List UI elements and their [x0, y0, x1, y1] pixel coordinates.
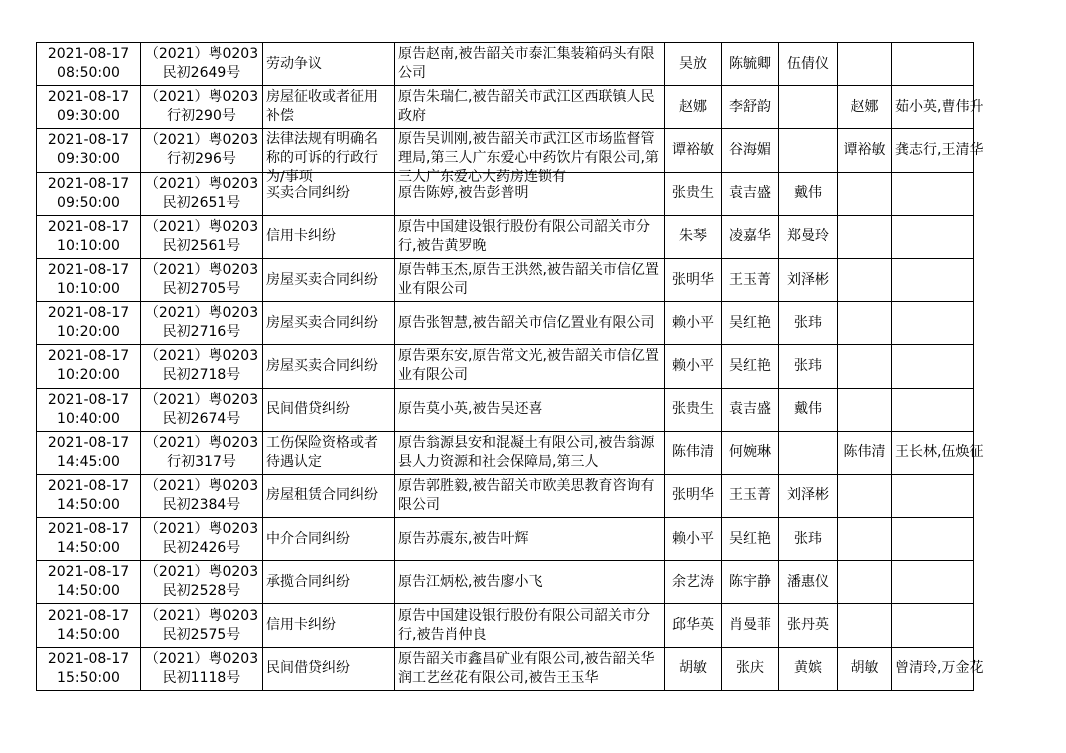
member1-cell: 何婉琳	[722, 431, 779, 474]
jurors-cell	[892, 172, 974, 215]
member2-cell: 刘泽彬	[779, 258, 838, 301]
presiding-cell	[838, 172, 892, 215]
jurors-cell	[892, 215, 974, 258]
parties-cell	[395, 474, 665, 517]
case-cause: 房屋征收或者征用补偿	[266, 89, 378, 125]
member1-cell: 李舒韵	[722, 86, 779, 129]
hearing-datetime-cell	[37, 258, 141, 301]
table-row	[37, 302, 974, 345]
hearing-date: 2021-08-17	[47, 477, 130, 494]
case-number-cell	[141, 172, 263, 215]
case-cause-cell	[263, 258, 395, 301]
table-row	[37, 258, 974, 301]
hearing-date: 2021-08-17	[47, 564, 130, 581]
hearing-time: 09:50:00	[57, 194, 120, 211]
case-year: （2021）粤0203	[144, 218, 259, 235]
presiding-cell: 赵娜	[838, 86, 892, 129]
hearing-time: 15:50:00	[57, 669, 120, 686]
table-row	[37, 129, 974, 172]
case-number-cell	[141, 43, 263, 86]
case-cause-cell	[263, 647, 395, 690]
hearing-date: 2021-08-17	[47, 607, 130, 624]
parties: 原告翁源县安和混凝土有限公司,被告翁源县人力资源和社会保障局,第三人	[398, 434, 655, 470]
case-number-cell	[141, 345, 263, 388]
member2-cell: 刘泽彬	[779, 474, 838, 517]
hearing-date: 2021-08-17	[47, 89, 130, 106]
parties: 原告栗东安,原告常文光,被告韶关市信亿置业有限公司	[398, 348, 659, 384]
case-number-cell	[141, 129, 263, 172]
judge-cell: 胡敏	[665, 647, 722, 690]
case-number-cell	[141, 518, 263, 561]
presiding-cell	[838, 302, 892, 345]
hearing-date: 2021-08-17	[47, 305, 130, 322]
case-no: 民初2384号	[162, 496, 241, 513]
jurors-cell	[892, 43, 974, 86]
case-no: 民初2716号	[162, 324, 241, 341]
member2-cell: 戴伟	[779, 172, 838, 215]
member1-cell: 肖曼菲	[722, 604, 779, 647]
presiding-cell	[838, 474, 892, 517]
case-number-cell	[141, 258, 263, 301]
presiding-cell	[838, 561, 892, 604]
table-row	[37, 561, 974, 604]
hearing-time: 09:30:00	[57, 108, 120, 125]
parties: 原告韩玉杰,原告王洪然,被告韶关市信亿置业有限公司	[398, 262, 659, 298]
member2-cell: 郑曼玲	[779, 215, 838, 258]
case-year: （2021）粤0203	[144, 564, 259, 581]
hearing-date: 2021-08-17	[47, 434, 130, 451]
case-year: （2021）粤0203	[144, 434, 259, 451]
hearing-datetime-cell	[37, 129, 141, 172]
hearing-datetime-cell	[37, 474, 141, 517]
parties: 原告中国建设银行股份有限公司韶关市分行,被告黄罗晚	[398, 218, 650, 254]
case-cause-cell	[263, 474, 395, 517]
member2-cell	[779, 431, 838, 474]
case-cause-cell	[263, 215, 395, 258]
jurors-cell	[892, 604, 974, 647]
judge-cell: 吴放	[665, 43, 722, 86]
hearing-datetime-cell	[37, 345, 141, 388]
hearing-date: 2021-08-17	[47, 46, 130, 63]
hearing-datetime-cell	[37, 431, 141, 474]
case-cause: 工伤保险资格或者待遇认定	[266, 434, 378, 470]
member2-cell: 张玮	[779, 345, 838, 388]
parties-cell	[395, 561, 665, 604]
case-year: （2021）粤0203	[144, 89, 259, 106]
case-cause: 信用卡纠纷	[266, 617, 336, 634]
member1-cell: 王玉菁	[722, 258, 779, 301]
case-cause: 买卖合同纠纷	[266, 185, 350, 202]
case-no: 民初2649号	[162, 65, 241, 82]
jurors-cell	[892, 258, 974, 301]
case-no: 民初2528号	[162, 583, 241, 600]
hearing-time: 14:50:00	[57, 496, 120, 513]
member2-cell	[779, 129, 838, 172]
parties-cell	[395, 258, 665, 301]
hearing-datetime-cell	[37, 43, 141, 86]
table-row	[37, 604, 974, 647]
parties-cell	[395, 345, 665, 388]
case-no: 行初317号	[167, 453, 236, 470]
judge-cell: 张贵生	[665, 172, 722, 215]
table-row	[37, 345, 974, 388]
parties: 原告朱瑞仁,被告韶关市武江区西联镇人民政府	[398, 89, 655, 125]
hearing-time: 14:50:00	[57, 583, 120, 600]
judge-cell: 余艺涛	[665, 561, 722, 604]
case-year: （2021）粤0203	[144, 348, 259, 365]
case-year: （2021）粤0203	[144, 607, 259, 624]
case-cause: 民间借贷纠纷	[266, 660, 350, 677]
table-body	[37, 43, 984, 691]
case-number-cell	[141, 604, 263, 647]
jurors-cell	[892, 302, 974, 345]
case-number-cell	[141, 86, 263, 129]
hearing-datetime-cell	[37, 172, 141, 215]
case-year: （2021）粤0203	[144, 391, 259, 408]
parties: 原告张智慧,被告韶关市信亿置业有限公司	[398, 314, 655, 331]
presiding-cell	[838, 604, 892, 647]
parties: 原告中国建设银行股份有限公司韶关市分行,被告肖仲良	[398, 607, 650, 643]
case-no: 行初296号	[167, 151, 236, 168]
hearing-datetime-cell	[37, 86, 141, 129]
parties-cell	[395, 302, 665, 345]
hearing-schedule-table	[36, 42, 984, 691]
hearing-datetime-cell	[37, 302, 141, 345]
table-row	[37, 43, 974, 86]
hearing-date: 2021-08-17	[47, 521, 130, 538]
member1-cell: 陈毓卿	[722, 43, 779, 86]
parties: 原告赵南,被告韶关市泰汇集装箱码头有限公司	[398, 46, 655, 82]
hearing-date: 2021-08-17	[47, 348, 130, 365]
case-no: 民初2651号	[162, 194, 241, 211]
hearing-datetime-cell	[37, 561, 141, 604]
case-cause-cell	[263, 43, 395, 86]
judge-cell: 朱琴	[665, 215, 722, 258]
jurors-cell	[892, 561, 974, 604]
case-number-cell	[141, 647, 263, 690]
hearing-datetime-cell	[37, 518, 141, 561]
case-number-cell	[141, 431, 263, 474]
case-cause-cell	[263, 604, 395, 647]
member1-cell: 张庆	[722, 647, 779, 690]
hearing-date: 2021-08-17	[47, 218, 130, 235]
case-cause-cell	[263, 345, 395, 388]
hearing-time: 10:20:00	[57, 324, 120, 341]
presiding-cell	[838, 43, 892, 86]
parties: 原告苏震东,被告叶辉	[398, 530, 529, 547]
presiding-cell	[838, 345, 892, 388]
jurors-cell: 茹小英,曹伟升	[892, 86, 974, 129]
case-year: （2021）粤0203	[144, 305, 259, 322]
case-number-cell	[141, 215, 263, 258]
member2-cell: 张玮	[779, 518, 838, 561]
member2-cell	[779, 86, 838, 129]
judge-cell: 张明华	[665, 474, 722, 517]
parties-cell	[395, 388, 665, 431]
hearing-date: 2021-08-17	[47, 175, 130, 192]
member2-cell: 黄嫔	[779, 647, 838, 690]
table-row	[37, 86, 974, 129]
case-cause-cell	[263, 86, 395, 129]
table-row	[37, 215, 974, 258]
case-cause-cell	[263, 561, 395, 604]
member2-cell: 潘惠仪	[779, 561, 838, 604]
case-year: （2021）粤0203	[144, 262, 259, 279]
presiding-cell: 谭裕敏	[838, 129, 892, 172]
hearing-datetime-cell	[37, 388, 141, 431]
case-no: 民初2426号	[162, 540, 241, 557]
parties: 原告吴训刚,被告韶关市武江区市场监督管理局,第三人广东爱心中药饮片有限公司,第三人广东爱心大药房连锁有	[398, 131, 659, 186]
presiding-cell: 胡敏	[838, 647, 892, 690]
hearing-time: 14:45:00	[57, 453, 120, 470]
member1-cell: 谷海媚	[722, 129, 779, 172]
table-row	[37, 474, 974, 517]
case-cause: 房屋买卖合同纠纷	[266, 357, 378, 374]
jurors-cell	[892, 388, 974, 431]
presiding-cell	[838, 388, 892, 431]
hearing-time: 10:10:00	[57, 237, 120, 254]
case-number-cell	[141, 388, 263, 431]
parties: 原告郭胜毅,被告韶关市欧美思教育咨询有限公司	[398, 477, 655, 513]
member2-cell: 伍倩仪	[779, 43, 838, 86]
member1-cell: 袁吉盛	[722, 172, 779, 215]
case-cause-cell	[263, 518, 395, 561]
case-cause-cell	[263, 129, 395, 186]
case-number-cell	[141, 561, 263, 604]
parties: 原告陈婷,被告彭普明	[398, 185, 529, 202]
judge-cell: 谭裕敏	[665, 129, 722, 172]
case-year: （2021）粤0203	[144, 477, 259, 494]
table-row	[37, 388, 974, 431]
case-year: （2021）粤0203	[144, 46, 259, 63]
parties-cell	[395, 215, 665, 258]
member1-cell: 凌嘉华	[722, 215, 779, 258]
hearing-datetime-cell	[37, 215, 141, 258]
table-row	[37, 518, 974, 561]
case-no: 民初2705号	[162, 281, 241, 298]
table-row	[37, 647, 974, 690]
case-cause: 劳动争议	[266, 55, 322, 72]
jurors-cell	[892, 345, 974, 388]
parties-cell	[395, 43, 665, 86]
hearing-time: 08:50:00	[57, 65, 120, 82]
case-no: 行初290号	[167, 108, 236, 125]
judge-cell: 张贵生	[665, 388, 722, 431]
case-cause: 房屋租赁合同纠纷	[266, 487, 378, 504]
case-number-cell	[141, 302, 263, 345]
parties: 原告江炳松,被告廖小飞	[398, 573, 543, 590]
case-year: （2021）粤0203	[144, 650, 259, 667]
judge-cell: 赖小平	[665, 518, 722, 561]
case-cause: 房屋买卖合同纠纷	[266, 271, 378, 288]
judge-cell: 邱华英	[665, 604, 722, 647]
jurors-cell: 王长林,伍焕征	[892, 431, 974, 474]
case-cause: 房屋买卖合同纠纷	[266, 314, 378, 331]
member2-cell: 戴伟	[779, 388, 838, 431]
hearing-date: 2021-08-17	[47, 391, 130, 408]
presiding-cell: 陈伟清	[838, 431, 892, 474]
case-no: 民初2674号	[162, 410, 241, 427]
parties-cell	[395, 431, 665, 474]
jurors-cell	[892, 518, 974, 561]
case-no: 民初2575号	[162, 626, 241, 643]
parties-cell	[395, 518, 665, 561]
judge-cell: 陈伟清	[665, 431, 722, 474]
member1-cell: 吴红艳	[722, 345, 779, 388]
hearing-date: 2021-08-17	[47, 132, 130, 149]
hearing-time: 14:50:00	[57, 626, 120, 643]
case-number-cell	[141, 474, 263, 517]
member1-cell: 袁吉盛	[722, 388, 779, 431]
member1-cell: 吴红艳	[722, 518, 779, 561]
case-no: 民初2561号	[162, 237, 241, 254]
case-no: 民初1118号	[162, 669, 241, 686]
case-cause: 中介合同纠纷	[266, 530, 350, 547]
jurors-cell: 龚志行,王清华	[892, 129, 974, 172]
case-cause: 民间借贷纠纷	[266, 401, 350, 418]
judge-cell: 张明华	[665, 258, 722, 301]
parties-cell	[395, 604, 665, 647]
hearing-time: 14:50:00	[57, 540, 120, 557]
case-no: 民初2718号	[162, 367, 241, 384]
case-year: （2021）粤0203	[144, 521, 259, 538]
presiding-cell	[838, 518, 892, 561]
judge-cell: 赵娜	[665, 86, 722, 129]
case-year: （2021）粤0203	[144, 132, 259, 149]
jurors-cell: 曾清玲,万金花	[892, 647, 974, 690]
hearing-time: 10:40:00	[57, 410, 120, 427]
member1-cell: 陈宇静	[722, 561, 779, 604]
case-cause: 承揽合同纠纷	[266, 573, 350, 590]
table-row	[37, 431, 974, 474]
case-cause-cell	[263, 302, 395, 345]
presiding-cell	[838, 258, 892, 301]
jurors-cell	[892, 474, 974, 517]
hearing-date: 2021-08-17	[47, 650, 130, 667]
parties-cell	[395, 129, 665, 186]
hearing-time: 09:30:00	[57, 151, 120, 168]
member2-cell: 张丹英	[779, 604, 838, 647]
parties-cell	[395, 647, 665, 690]
parties-cell	[395, 86, 665, 129]
hearing-time: 10:20:00	[57, 367, 120, 384]
case-cause: 信用卡纠纷	[266, 228, 336, 245]
case-cause-cell	[263, 431, 395, 474]
hearing-date: 2021-08-17	[47, 262, 130, 279]
case-year: （2021）粤0203	[144, 175, 259, 192]
judge-cell: 赖小平	[665, 345, 722, 388]
case-cause-cell	[263, 388, 395, 431]
member1-cell: 王玉菁	[722, 474, 779, 517]
hearing-datetime-cell	[37, 647, 141, 690]
parties: 原告莫小英,被告吴还喜	[398, 401, 543, 418]
hearing-datetime-cell	[37, 604, 141, 647]
parties: 原告韶关市鑫昌矿业有限公司,被告韶关华润工艺丝花有限公司,被告王玉华	[398, 650, 655, 686]
presiding-cell	[838, 215, 892, 258]
case-cause: 法律法规有明确名称的可诉的行政行为/事项	[266, 131, 378, 186]
member2-cell: 张玮	[779, 302, 838, 345]
hearing-time: 10:10:00	[57, 281, 120, 298]
member1-cell: 吴红艳	[722, 302, 779, 345]
judge-cell: 赖小平	[665, 302, 722, 345]
